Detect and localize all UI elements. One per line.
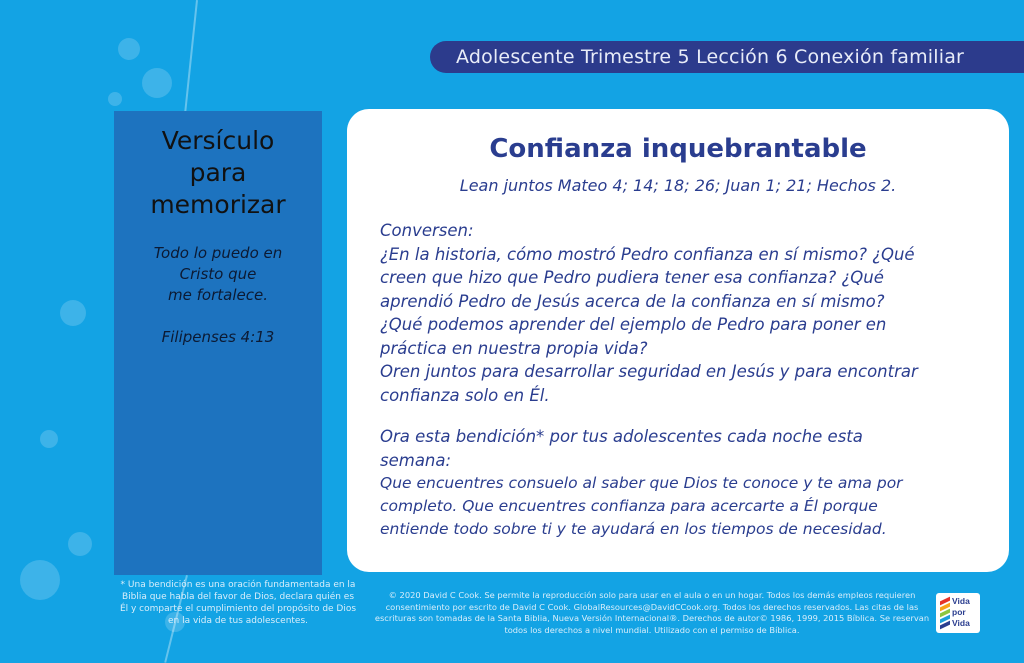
blessing-footnote: * Una bendición es una oración fundamentada en la Biblia que habla del favor de Dios, declara quién es Él y comparte el cumplimiento del propósito de Dios en la vida de tus adolescentes. — [119, 580, 357, 626]
logo-text — [952, 596, 970, 629]
blessing-line: entiende todo sobre ti y te ayudará en los tiempos de necesidad. — [380, 520, 887, 538]
verse-line: Cristo que — [179, 265, 257, 283]
heading-line: Versículo — [161, 126, 275, 155]
memory-verse-heading — [114, 125, 322, 221]
logo-word: Vida — [952, 596, 970, 606]
lesson-header: Adolescente Trimestre 5 Lección 6 Conexión familiar — [430, 41, 1024, 73]
blessing-text — [380, 472, 989, 541]
verse-line: me fortalece. — [168, 286, 268, 304]
decorative-bubble — [20, 560, 60, 600]
vida-por-vida-logo — [936, 593, 980, 633]
discussion-line: práctica en nuestra propia vida? — [380, 338, 648, 358]
card-body — [380, 219, 989, 541]
decorative-bubble — [60, 300, 86, 326]
verse-line: Todo lo puedo en — [153, 244, 283, 262]
decorative-bubble — [108, 92, 122, 106]
decorative-bubble — [68, 532, 92, 556]
logo-word: por — [952, 607, 966, 617]
discussion-line: ¿Qué podemos aprender del ejemplo de Pedro para poner en — [380, 315, 887, 334]
logo-word: Vida — [952, 618, 970, 628]
decorative-bubble — [40, 430, 58, 448]
blessing-intro-line: semana: — [380, 450, 452, 470]
discussion-line: confianza solo en Él. — [380, 385, 550, 405]
decorative-streak — [183, 0, 198, 120]
discussion-line: Conversen: — [380, 221, 474, 240]
copyright-notice: © 2020 David C Cook. Se permite la reproducción solo para usar en el aula o en un hogar. Todos los demás empleos requieren consentimiento por escrito de David C Cook. GlobalResources@DavidCCook.org. Todos los derechos reservados. Las citas de las escrituras son tomadas de la Santa Biblia, Nueva Versión Internacional®. Derechos de autor© 1986, 1999, 2015 Bíblica. Se reservan todos los derechos a nivel mundial. Utilizado con el permiso de Bíblica. — [374, 590, 930, 635]
discussion-line: creen que hizo que Pedro pudiera tener esa confianza? ¿Qué — [380, 268, 884, 287]
logo-stripes-icon — [940, 599, 950, 627]
discussion-line: aprendió Pedro de Jesús acerca de la confianza en sí mismo? — [380, 291, 885, 311]
blessing-line: completo. Que encuentres confianza para acercarte a Él porque — [380, 497, 878, 515]
memory-verse-panel — [114, 111, 322, 575]
verse-reference: Filipenses 4:13 — [161, 328, 275, 346]
blessing-intro-line: Ora esta bendición* por tus adolescentes cada noche esta — [380, 427, 863, 446]
reading-reference: Lean juntos Mateo 4; 14; 18; 26; Juan 1; 21; Hechos 2. — [459, 176, 897, 195]
lesson-card — [347, 109, 1009, 572]
decorative-bubble — [142, 68, 172, 98]
memory-verse-text — [114, 243, 322, 306]
card-title: Confianza inquebrantable — [489, 134, 867, 164]
decorative-bubble — [118, 38, 140, 60]
discussion-line: Oren juntos para desarrollar seguridad en Jesús y para encontrar — [380, 362, 918, 381]
heading-line: memorizar — [150, 190, 286, 219]
discussion-line: ¿En la historia, cómo mostró Pedro confianza en sí mismo? ¿Qué — [380, 244, 915, 264]
blessing-line: Que encuentres consuelo al saber que Dios te conoce y te ama por — [380, 474, 903, 492]
heading-line: para — [189, 158, 247, 187]
